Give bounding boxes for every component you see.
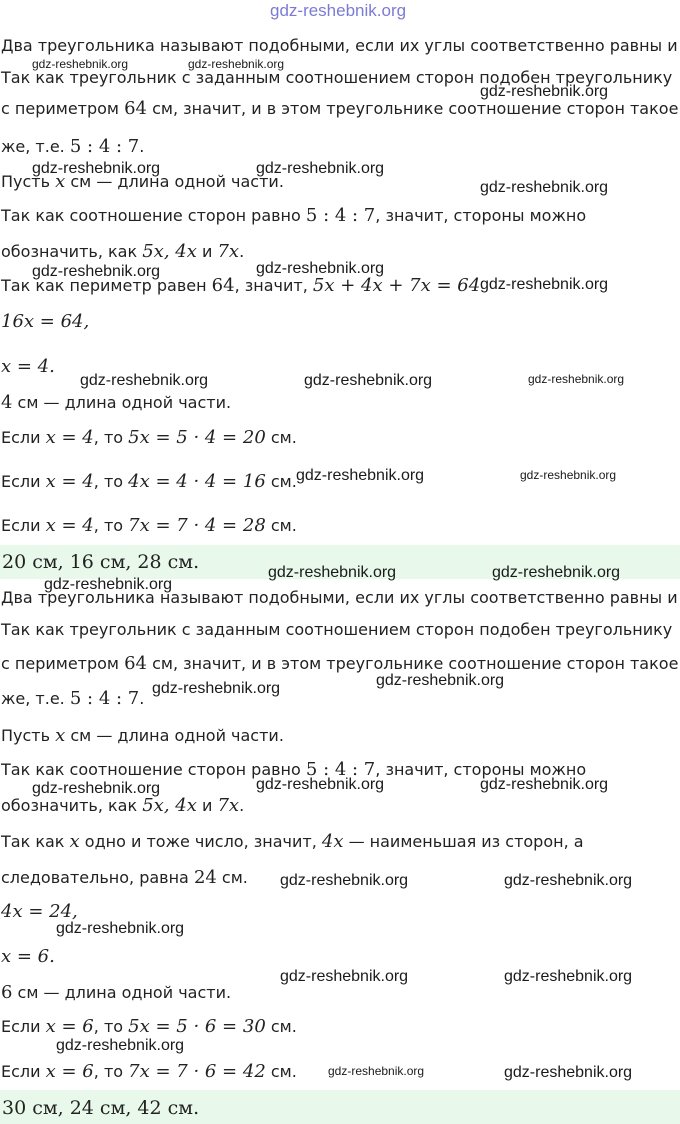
watermark: gdz-reshebnik.org: [304, 372, 433, 389]
sol1-p6: Так как соотношение сторон равно 5 : 4 : 7, значит, стороны можно: [1, 205, 587, 226]
watermark: gdz-reshebnik.org: [188, 57, 285, 71]
watermark: gdz-reshebnik.org: [44, 576, 173, 593]
sol1-p8: Так как периметр равен 64, значит, 5x + 4x + 7x = 64: [1, 275, 481, 296]
sol2-p9: следовательно, равна 24 см.: [1, 867, 248, 888]
watermark: gdz-reshebnik.org: [328, 1064, 425, 1078]
sol2-p6: Так как соотношение сторон равно 5 : 4 : 7, значит, стороны можно: [1, 759, 587, 780]
sol1-p10: x = 4.: [1, 356, 55, 377]
answer-2: 30 см, 24 см, 42 см.: [2, 1097, 200, 1119]
sol2-p13: Если x = 6, то 5x = 5 · 6 = 30 см.: [1, 1016, 297, 1037]
watermark-top: gdz-reshebnik.org: [270, 1, 407, 20]
sol1-p5: Пусть x см — длина одной части.: [1, 171, 284, 192]
sol1-p13: Если x = 4, то 4x = 4 · 4 = 16 см.: [1, 471, 297, 492]
sol2-p5: Пусть x см — длина одной части.: [1, 725, 284, 746]
sol2-p4: же, т.е. 5 : 4 : 7.: [1, 688, 145, 709]
watermark: gdz-reshebnik.org: [32, 57, 129, 71]
sol1-p9: 16x = 64,: [1, 311, 90, 332]
sol2-p7: обозначить, как 5x, 4x и 7x.: [1, 795, 245, 816]
watermark: gdz-reshebnik.org: [504, 872, 633, 889]
answer-1: 20 см, 16 см, 28 см.: [2, 551, 200, 573]
watermark: gdz-reshebnik.org: [56, 920, 185, 937]
sol2-p8: Так как x одно и тоже число, значит, 4x — наименьшая из сторон, а: [1, 831, 584, 852]
sol1-p4: же, т.е. 5 : 4 : 7.: [1, 136, 145, 157]
sol1-p2: Так как треугольник с заданным соотношением сторон подобен треугольнику: [1, 68, 673, 87]
watermark: gdz-reshebnik.org: [268, 564, 397, 581]
watermark: gdz-reshebnik.org: [32, 160, 161, 177]
watermark: gdz-reshebnik.org: [256, 160, 385, 177]
sol2-p2: Так как треугольник с заданным соотношением сторон подобен треугольнику: [1, 620, 673, 639]
watermark: gdz-reshebnik.org: [480, 276, 609, 293]
sol2-p14: Если x = 6, то 7x = 7 · 6 = 42 см.: [1, 1061, 297, 1082]
sol1-p1: Два треугольника называют подобными, если их углы соответственно равны и: [1, 36, 678, 55]
watermark: gdz-reshebnik.org: [492, 564, 621, 581]
sol1-p14: Если x = 4, то 7x = 7 · 4 = 28 см.: [1, 515, 297, 536]
sol1-p7: обозначить, как 5x, 4x и 7x.: [1, 241, 245, 262]
watermark: gdz-reshebnik.org: [152, 680, 281, 697]
watermark: gdz-reshebnik.org: [256, 776, 385, 793]
watermark: gdz-reshebnik.org: [296, 467, 425, 484]
watermark: gdz-reshebnik.org: [80, 372, 209, 389]
watermark: gdz-reshebnik.org: [504, 968, 633, 985]
sol2-p1: Два треугольника называют подобными, если их углы соответственно равны и: [1, 588, 678, 607]
watermark: gdz-reshebnik.org: [256, 260, 385, 277]
watermark: gdz-reshebnik.org: [56, 1037, 185, 1054]
watermark: gdz-reshebnik.org: [480, 776, 609, 793]
watermark: gdz-reshebnik.org: [376, 672, 505, 689]
sol1-p3: с периметром 64 см, значит, и в этом треугольнике соотношение сторон такое: [1, 98, 679, 119]
sol2-p3: с периметром 64 см, значит, и в этом треугольнике соотношение сторон такое: [1, 653, 679, 674]
watermark: gdz-reshebnik.org: [32, 780, 161, 797]
sol1-p11: 4 см — длина одной части.: [1, 392, 232, 413]
sol2-p11: x = 6.: [1, 946, 55, 967]
watermark: gdz-reshebnik.org: [480, 179, 609, 196]
watermark: gdz-reshebnik.org: [504, 1064, 633, 1081]
sol2-p12: 6 см — длина одной части.: [1, 982, 232, 1003]
sol2-p10: 4x = 24,: [1, 901, 78, 922]
watermark: gdz-reshebnik.org: [528, 372, 625, 386]
watermark: gdz-reshebnik.org: [480, 83, 609, 100]
watermark: gdz-reshebnik.org: [280, 968, 409, 985]
sol1-p12: Если x = 4, то 5x = 5 · 4 = 20 см.: [1, 427, 297, 448]
watermark: gdz-reshebnik.org: [32, 263, 161, 280]
watermark: gdz-reshebnik.org: [280, 872, 409, 889]
watermark: gdz-reshebnik.org: [520, 468, 617, 482]
